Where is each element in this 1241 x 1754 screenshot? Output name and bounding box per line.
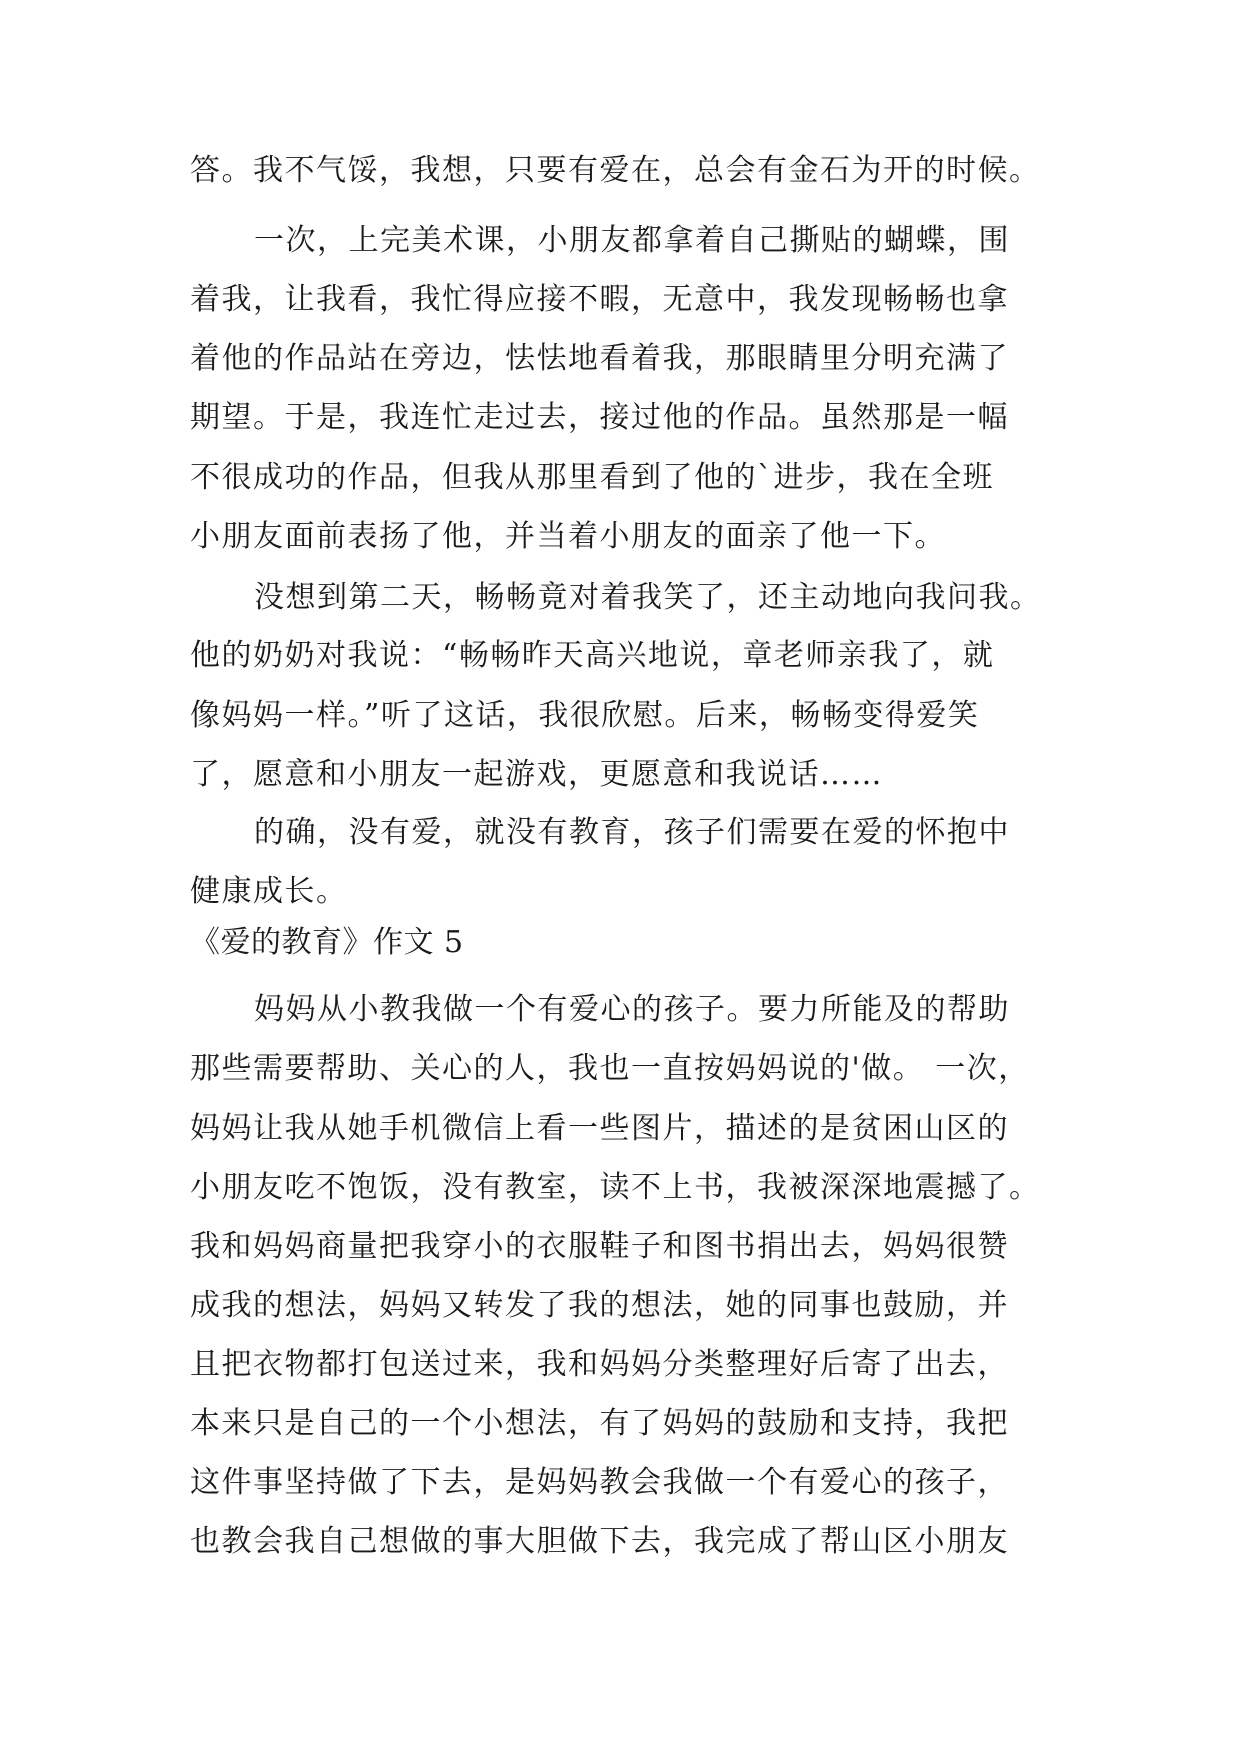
text-line: 也教会我自己想做的事大胆做下去，我完成了帮山区小朋友 bbox=[190, 1524, 1009, 1559]
section-heading: 《爱的教育》作文 5 bbox=[190, 925, 464, 960]
text-line: 这件事坚持做了下去，是妈妈教会我做一个有爱心的孩子， bbox=[190, 1465, 1009, 1500]
paragraph-start: 一次，上完美术课，小朋友都拿着自己撕贴的蝴蝶，围 bbox=[254, 223, 1010, 258]
text-line: 本来只是自己的一个小想法，有了妈妈的鼓励和支持，我把 bbox=[190, 1406, 1009, 1441]
text-line: 着他的作品站在旁边，怯怯地看着我，那眼睛里分明充满了 bbox=[190, 341, 1009, 376]
text-line: 小朋友面前表扬了他，并当着小朋友的面亲了他一下。 bbox=[190, 519, 946, 554]
text-line: 他的奶奶对我说：“畅畅昨天高兴地说，章老师亲我了，就 bbox=[190, 638, 995, 673]
text-line: 答。我不气馁，我想，只要有爱在，总会有金石为开的时候。 bbox=[190, 153, 1041, 188]
paragraph-start: 妈妈从小教我做一个有爱心的孩子。要力所能及的帮助 bbox=[254, 992, 1010, 1027]
text-line: 那些需要帮助、关心的人，我也一直按妈妈说的'做。 一次， bbox=[190, 1051, 1030, 1086]
text-line: 期望。于是，我连忙走过去，接过他的作品。虽然那是一幅 bbox=[190, 400, 1009, 435]
text-line: 妈妈让我从她手机微信上看一些图片，描述的是贫困山区的 bbox=[190, 1111, 1009, 1146]
paragraph-start: 没想到第二天，畅畅竟对着我笑了，还主动地向我问我。 bbox=[254, 580, 1042, 615]
text-line: 成我的想法，妈妈又转发了我的想法，她的同事也鼓励，并 bbox=[190, 1288, 1009, 1323]
paragraph-start: 的确，没有爱，就没有教育，孩子们需要在爱的怀抱中 bbox=[254, 815, 1010, 850]
text-line: 像妈妈一样。”听了这话，我很欣慰。后来，畅畅变得爱笑 bbox=[190, 698, 980, 733]
text-line: 我和妈妈商量把我穿小的衣服鞋子和图书捐出去，妈妈很赞 bbox=[190, 1229, 1009, 1264]
text-line: 着我，让我看，我忙得应接不暇，无意中，我发现畅畅也拿 bbox=[190, 282, 1009, 317]
text-line: 小朋友吃不饱饭，没有教室，读不上书，我被深深地震撼了。 bbox=[190, 1170, 1041, 1205]
text-line: 健康成长。 bbox=[190, 874, 348, 909]
text-line: 且把衣物都打包送过来，我和妈妈分类整理好后寄了出去， bbox=[190, 1347, 1009, 1382]
text-line: 不很成功的作品，但我从那里看到了他的`进步，我在全班 bbox=[190, 460, 994, 495]
text-line: 了，愿意和小朋友一起游戏，更愿意和我说话…… bbox=[190, 757, 883, 792]
